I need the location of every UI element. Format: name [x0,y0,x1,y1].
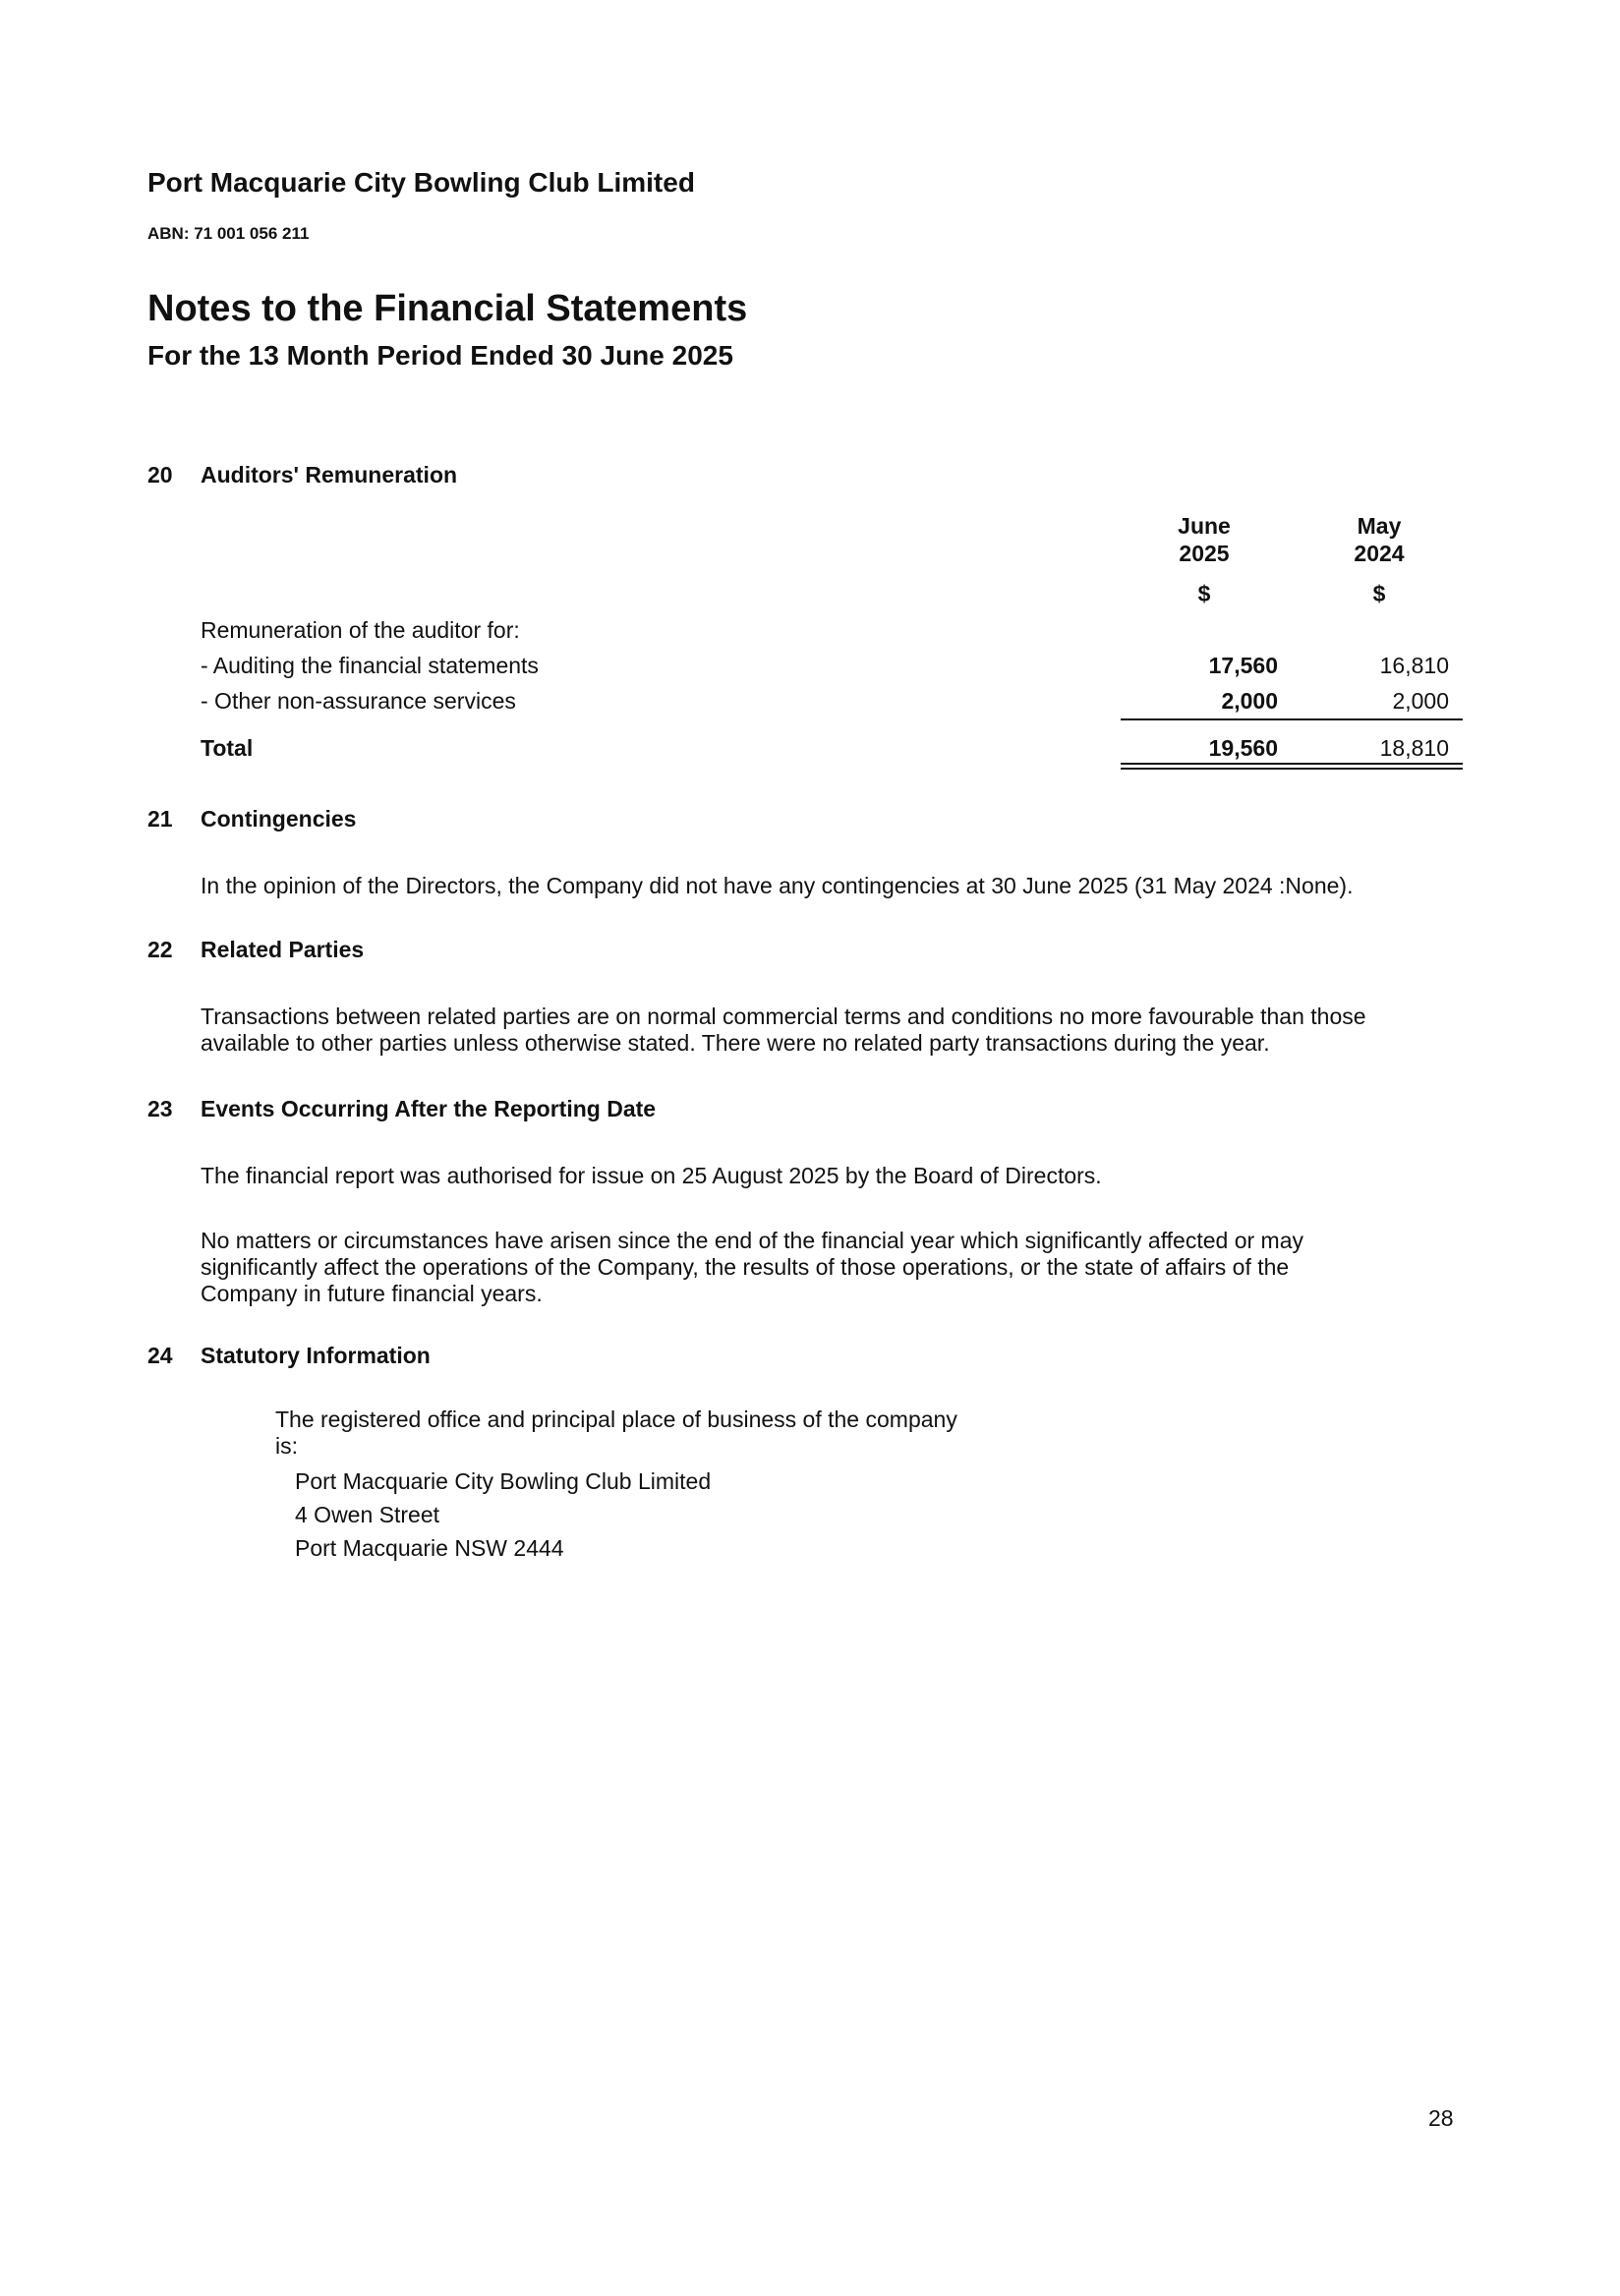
note-22-text-line1: Transactions between related parties are on normal commercial terms and conditions no more favourable than those [201,1004,1366,1029]
column-header-prior [1325,512,1433,567]
note-22-title: Related Parties [201,937,365,962]
value-auditing-prior: 16,810 [1379,653,1449,678]
column-header-current-line2: 2025 [1179,541,1230,566]
value-auditing-current: 17,560 [1208,653,1278,678]
abn-number: ABN: 71 001 056 211 [147,224,310,243]
note-24-intro-line2: is: [275,1433,298,1459]
note-20-title: Auditors' Remuneration [201,462,458,488]
note-23-title: Events Occurring After the Reporting Date [201,1096,657,1121]
note-24-intro-line1: The registered office and principal place of business of the company [275,1406,957,1432]
remuneration-intro-label: Remuneration of the auditor for: [201,617,520,643]
row-label-total: Total [201,735,254,761]
address-line-3: Port Macquarie NSW 2444 [295,1535,564,1561]
total-double-rule-top [1121,763,1463,765]
document-title: Notes to the Financial Statements [147,288,748,329]
note-20-number: 20 [147,462,173,488]
row-label-non-assurance: - Other non-assurance services [201,688,516,714]
note-23-para2-line3: Company in future financial years. [201,1281,543,1306]
note-24-title: Statutory Information [201,1343,431,1368]
column-header-current-line1: June [1178,513,1231,539]
column-unit-current: $ [1197,581,1211,606]
company-name: Port Macquarie City Bowling Club Limited [147,167,695,198]
row-label-auditing: - Auditing the financial statements [201,653,539,678]
column-header-prior-line1: May [1357,513,1402,539]
subtotal-rule [1121,718,1463,720]
note-23-para2-line2: significantly affect the operations of the Company, the results of those operations, or the state of affairs of the [201,1254,1290,1280]
column-header-current [1150,512,1258,567]
value-total-prior: 18,810 [1379,735,1449,761]
note-22-text-line2: available to other parties unless otherwise stated. There were no related party transactions during the year. [201,1030,1270,1056]
value-total-current: 19,560 [1208,735,1278,761]
document-subtitle: For the 13 Month Period Ended 30 June 2025 [147,340,733,371]
value-non-assurance-prior: 2,000 [1392,688,1449,714]
column-unit-prior: $ [1372,581,1386,606]
address-line-2: 4 Owen Street [295,1502,440,1527]
note-23-number: 23 [147,1096,173,1121]
value-non-assurance-current: 2,000 [1221,688,1278,714]
note-21-title: Contingencies [201,806,357,832]
note-24-number: 24 [147,1343,173,1368]
note-21-text: In the opinion of the Directors, the Company did not have any contingencies at 30 June 2025 (31 May 2024 :None). [201,873,1354,898]
column-header-prior-line2: 2024 [1354,541,1405,566]
note-23-para2-line1: No matters or circumstances have arisen since the end of the financial year which significantly affected or may [201,1228,1304,1253]
total-double-rule-bottom [1121,768,1463,770]
note-22-number: 22 [147,937,173,962]
note-23-para1: The financial report was authorised for issue on 25 August 2025 by the Board of Directors. [201,1163,1102,1188]
note-24-intro [275,1406,1032,1460]
page-number: 28 [1428,2105,1454,2131]
note-21-number: 21 [147,806,173,832]
address-line-1: Port Macquarie City Bowling Club Limited [295,1468,712,1494]
